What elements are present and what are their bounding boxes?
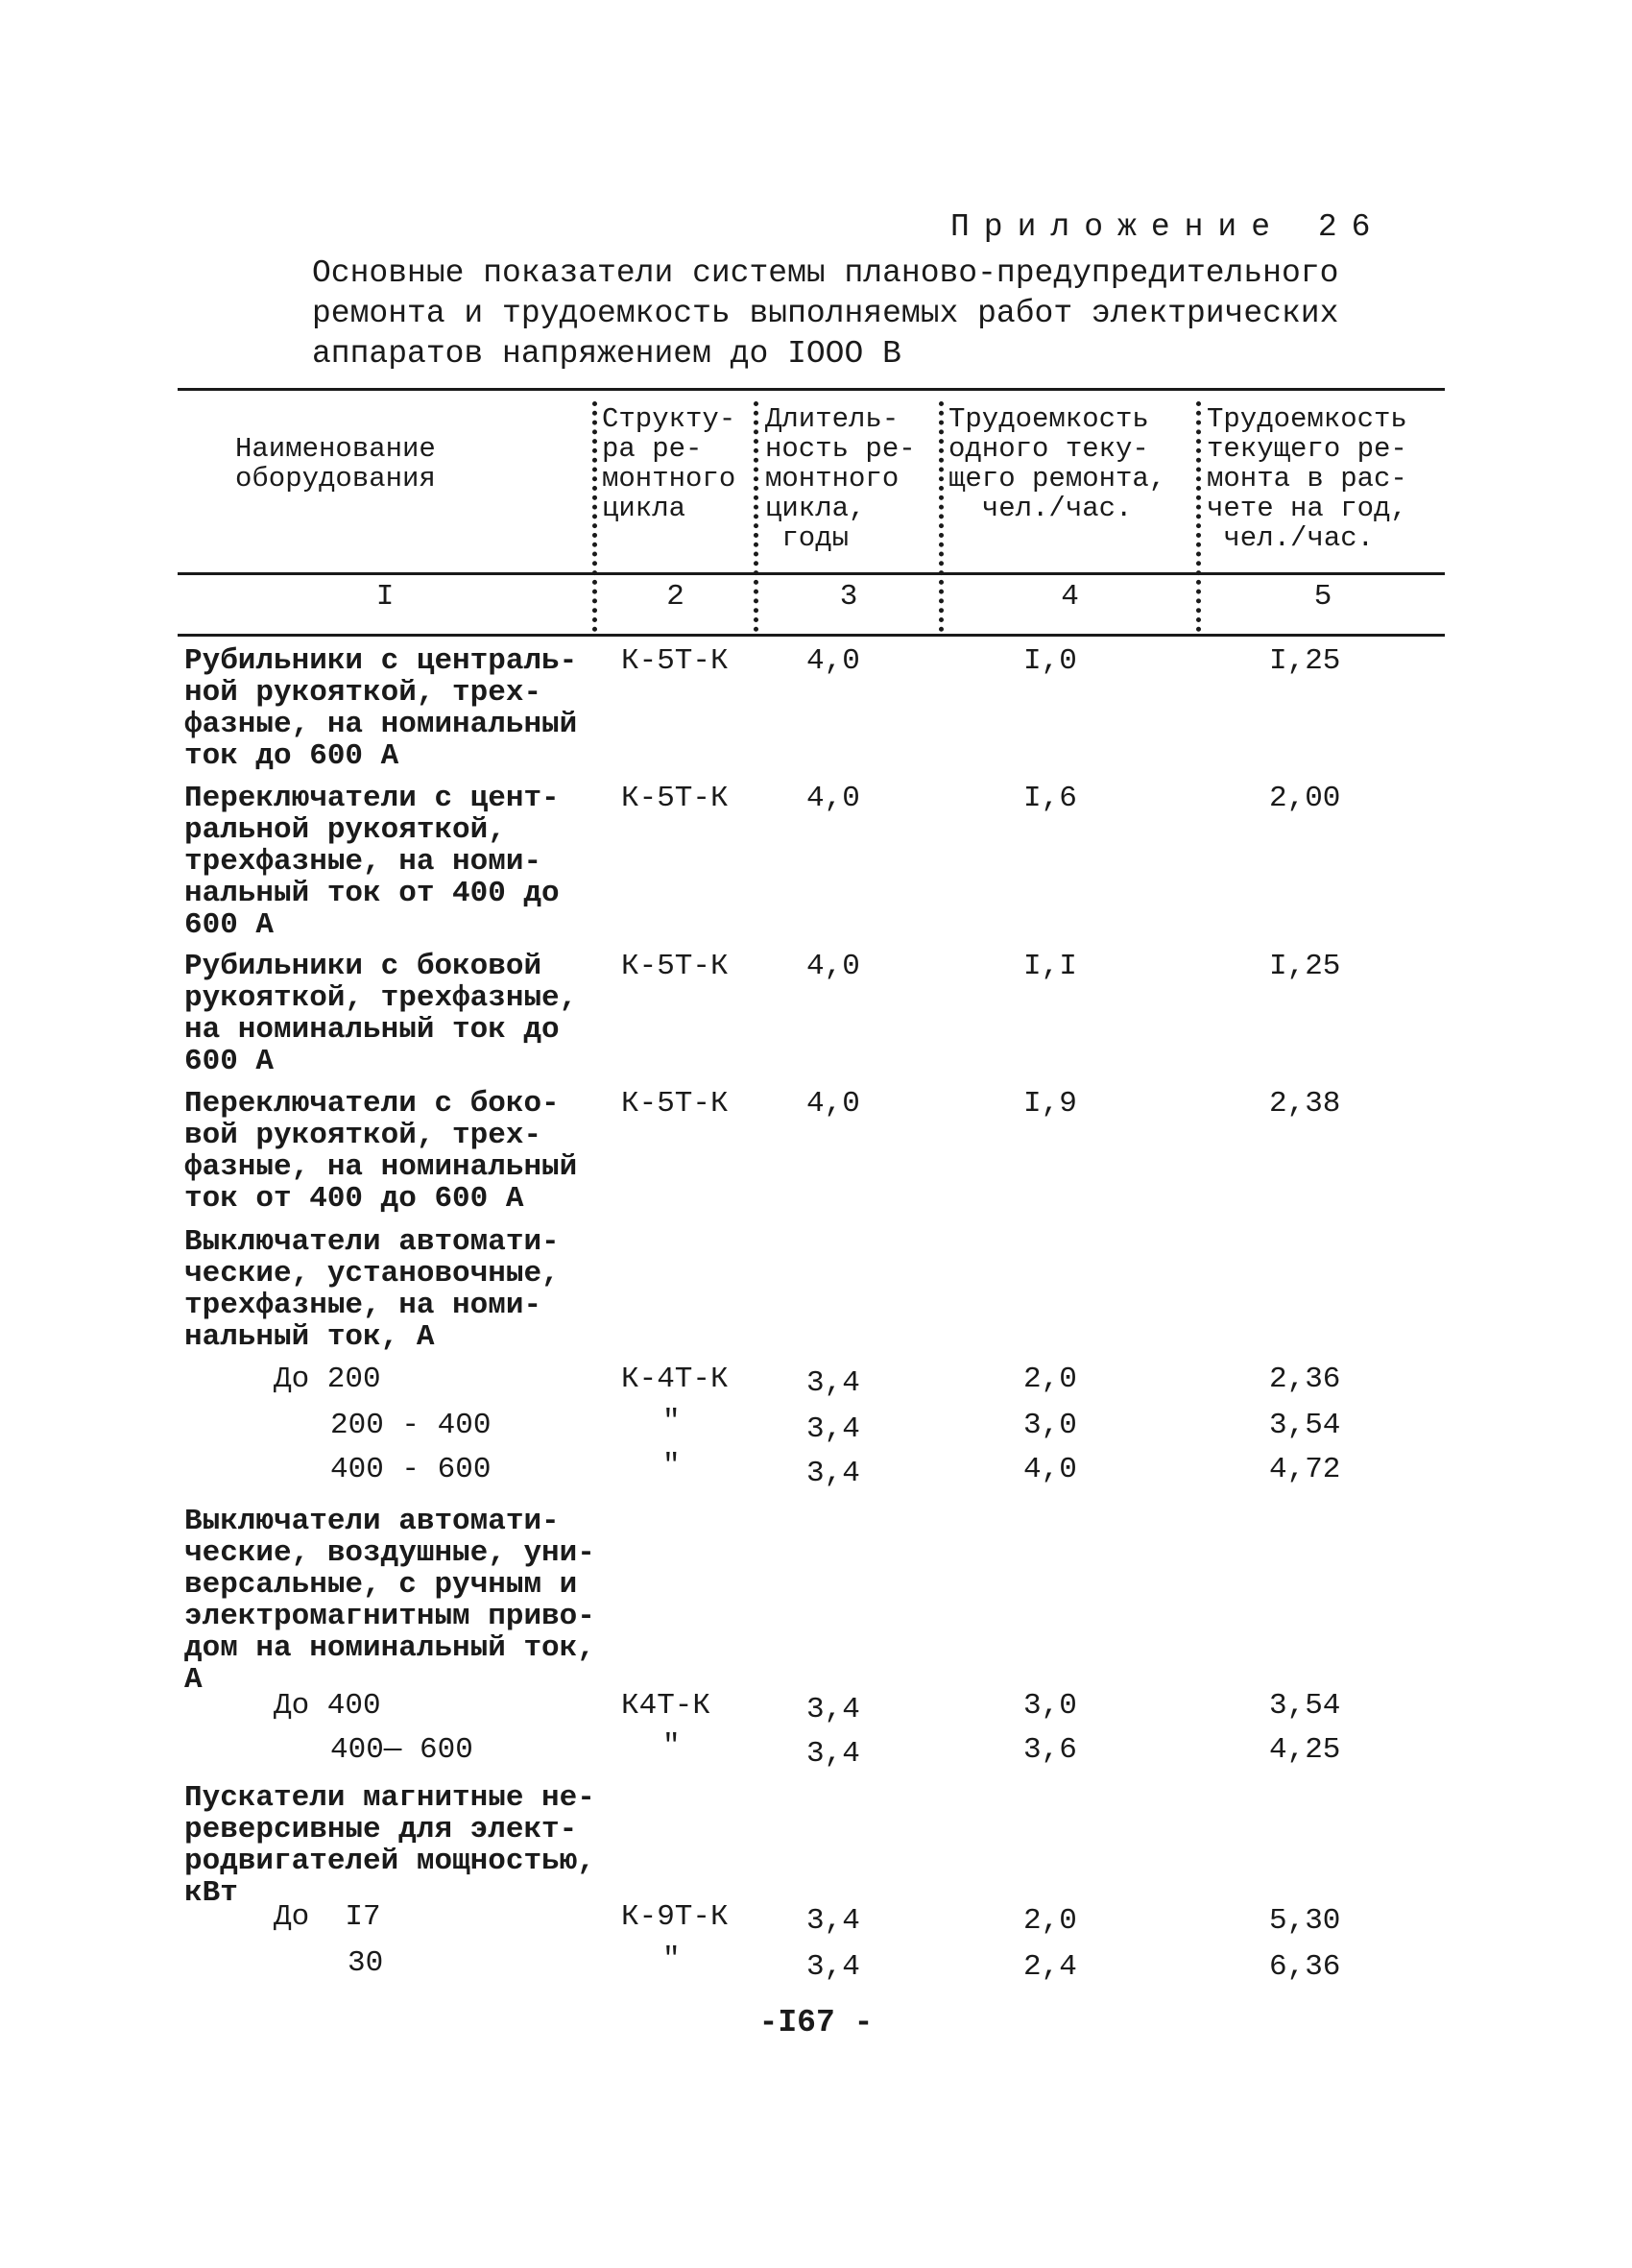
labor-per-year: 3,54 bbox=[1269, 1409, 1341, 1442]
equipment-group-name: Пускатели магнитные не- реверсивные для элект- родвигателей мощностью, кВт bbox=[184, 1781, 595, 1910]
column-number: 5 bbox=[1313, 580, 1332, 614]
cycle-structure: К-5Т-К bbox=[621, 782, 729, 815]
labor-per-year: 2,00 bbox=[1269, 782, 1341, 815]
current-range: 400— 600 bbox=[330, 1733, 473, 1767]
cycle-structure: К-5Т-К bbox=[621, 950, 729, 983]
header-bottom-rule bbox=[178, 572, 1445, 575]
table-top-rule bbox=[178, 388, 1445, 391]
labor-per-year: 2,36 bbox=[1269, 1363, 1341, 1396]
title-line: Основные показатели системы планово-предупредительного bbox=[312, 255, 1339, 291]
power-range: 30 bbox=[348, 1946, 384, 1980]
cycle-duration: 3,4 bbox=[806, 1693, 860, 1726]
title-line: ремонта и трудоемкость выполняемых работ электрических bbox=[312, 296, 1339, 331]
cycle-structure: К-4Т-К bbox=[621, 1363, 729, 1396]
cycle-duration: 3,4 bbox=[806, 1904, 860, 1938]
cycle-structure: К-5Т-К bbox=[621, 1087, 729, 1121]
equipment-name: Переключатели с цент- ральной рукояткой, трехфазные, на номи- нальный ток от 400 до 600 А bbox=[184, 782, 560, 942]
current-range: 200 - 400 bbox=[330, 1409, 492, 1442]
current-range: До 200 bbox=[274, 1363, 381, 1396]
column-number: I bbox=[375, 580, 395, 614]
power-range: До I7 bbox=[274, 1900, 381, 1934]
cycle-duration: 3,4 bbox=[806, 1457, 860, 1490]
labor-per-year: I,25 bbox=[1269, 950, 1341, 983]
labor-one-repair: I,6 bbox=[1023, 782, 1077, 815]
labor-per-year: 2,38 bbox=[1269, 1087, 1341, 1121]
column-header-name: Наименование оборудования bbox=[235, 433, 436, 495]
column-number: 2 bbox=[666, 580, 684, 614]
current-range: 400 - 600 bbox=[330, 1453, 492, 1486]
column-number: 4 bbox=[1061, 580, 1079, 614]
cycle-duration: 3,4 bbox=[806, 1412, 860, 1446]
labor-one-repair: 3,0 bbox=[1023, 1689, 1077, 1723]
column-header-labor-one: Трудоемкость одного теку- щего ремонта, чел./час. bbox=[948, 403, 1166, 524]
cycle-structure: К-9Т-К bbox=[621, 1900, 729, 1934]
equipment-name: Рубильники с боковой рукояткой, трехфазные, на номинальный ток до 600 А bbox=[184, 950, 578, 1078]
title-line: аппаратов напряжением до IOOO В bbox=[312, 336, 901, 372]
appendix-label: Приложение 26 bbox=[950, 209, 1385, 245]
cycle-duration: 4,0 bbox=[806, 1087, 860, 1121]
column-header-labor-year: Трудоемкость текущего ре- монта в рас- чете на год, чел./час. bbox=[1207, 403, 1407, 554]
labor-per-year: 5,30 bbox=[1269, 1904, 1341, 1938]
labor-per-year: 4,72 bbox=[1269, 1453, 1341, 1486]
equipment-group-name: Выключатели автомати- ческие, установочные, трехфазные, на номи- нальный ток, А bbox=[184, 1225, 560, 1354]
labor-one-repair: 2,0 bbox=[1023, 1904, 1077, 1938]
cycle-structure: К4Т-К bbox=[621, 1689, 711, 1723]
column-number-rule bbox=[178, 634, 1445, 637]
cycle-structure: " bbox=[662, 1942, 681, 1976]
labor-one-repair: I,I bbox=[1023, 950, 1077, 983]
labor-per-year: 3,54 bbox=[1269, 1689, 1341, 1723]
labor-one-repair: 3,6 bbox=[1023, 1733, 1077, 1767]
cycle-duration: 4,0 bbox=[806, 782, 860, 815]
cycle-duration: 4,0 bbox=[806, 644, 860, 678]
labor-one-repair: 4,0 bbox=[1023, 1453, 1077, 1486]
equipment-group-name: Выключатели автомати- ческие, воздушные, уни- версальные, с ручным и электромагнитным приво- дом на номинальный ток, А bbox=[184, 1505, 595, 1697]
labor-per-year: 4,25 bbox=[1269, 1733, 1341, 1767]
equipment-name: Рубильники с централь- ной рукояткой, трех- фазные, на номинальный ток до 600 А bbox=[184, 644, 578, 773]
cycle-duration: 3,4 bbox=[806, 1950, 860, 1984]
cycle-structure: " bbox=[662, 1729, 681, 1763]
equipment-name: Переключатели с боко- вой рукояткой, трех- фазные, на номинальный ток от 400 до 600 А bbox=[184, 1087, 578, 1216]
labor-one-repair: 2,0 bbox=[1023, 1363, 1077, 1396]
labor-one-repair: I,0 bbox=[1023, 644, 1077, 678]
column-header-structure: Структу- ра ре- монтного цикла bbox=[602, 403, 736, 524]
cycle-structure: " bbox=[662, 1405, 681, 1438]
column-number: 3 bbox=[839, 580, 858, 614]
labor-per-year: 6,36 bbox=[1269, 1950, 1341, 1984]
current-range: До 400 bbox=[274, 1689, 381, 1723]
cycle-duration: 3,4 bbox=[806, 1737, 860, 1771]
document-title bbox=[312, 253, 1416, 374]
labor-one-repair: 2,4 bbox=[1023, 1950, 1077, 1984]
cycle-structure: К-5Т-К bbox=[621, 644, 729, 678]
cycle-duration: 3,4 bbox=[806, 1366, 860, 1400]
labor-one-repair: 3,0 bbox=[1023, 1409, 1077, 1442]
column-header-duration: Длитель- ность ре- монтного цикла, годы bbox=[765, 403, 916, 554]
labor-per-year: I,25 bbox=[1269, 644, 1341, 678]
page-number: -I67 - bbox=[758, 2005, 874, 2040]
cycle-duration: 4,0 bbox=[806, 950, 860, 983]
labor-one-repair: I,9 bbox=[1023, 1087, 1077, 1121]
cycle-structure: " bbox=[662, 1449, 681, 1483]
